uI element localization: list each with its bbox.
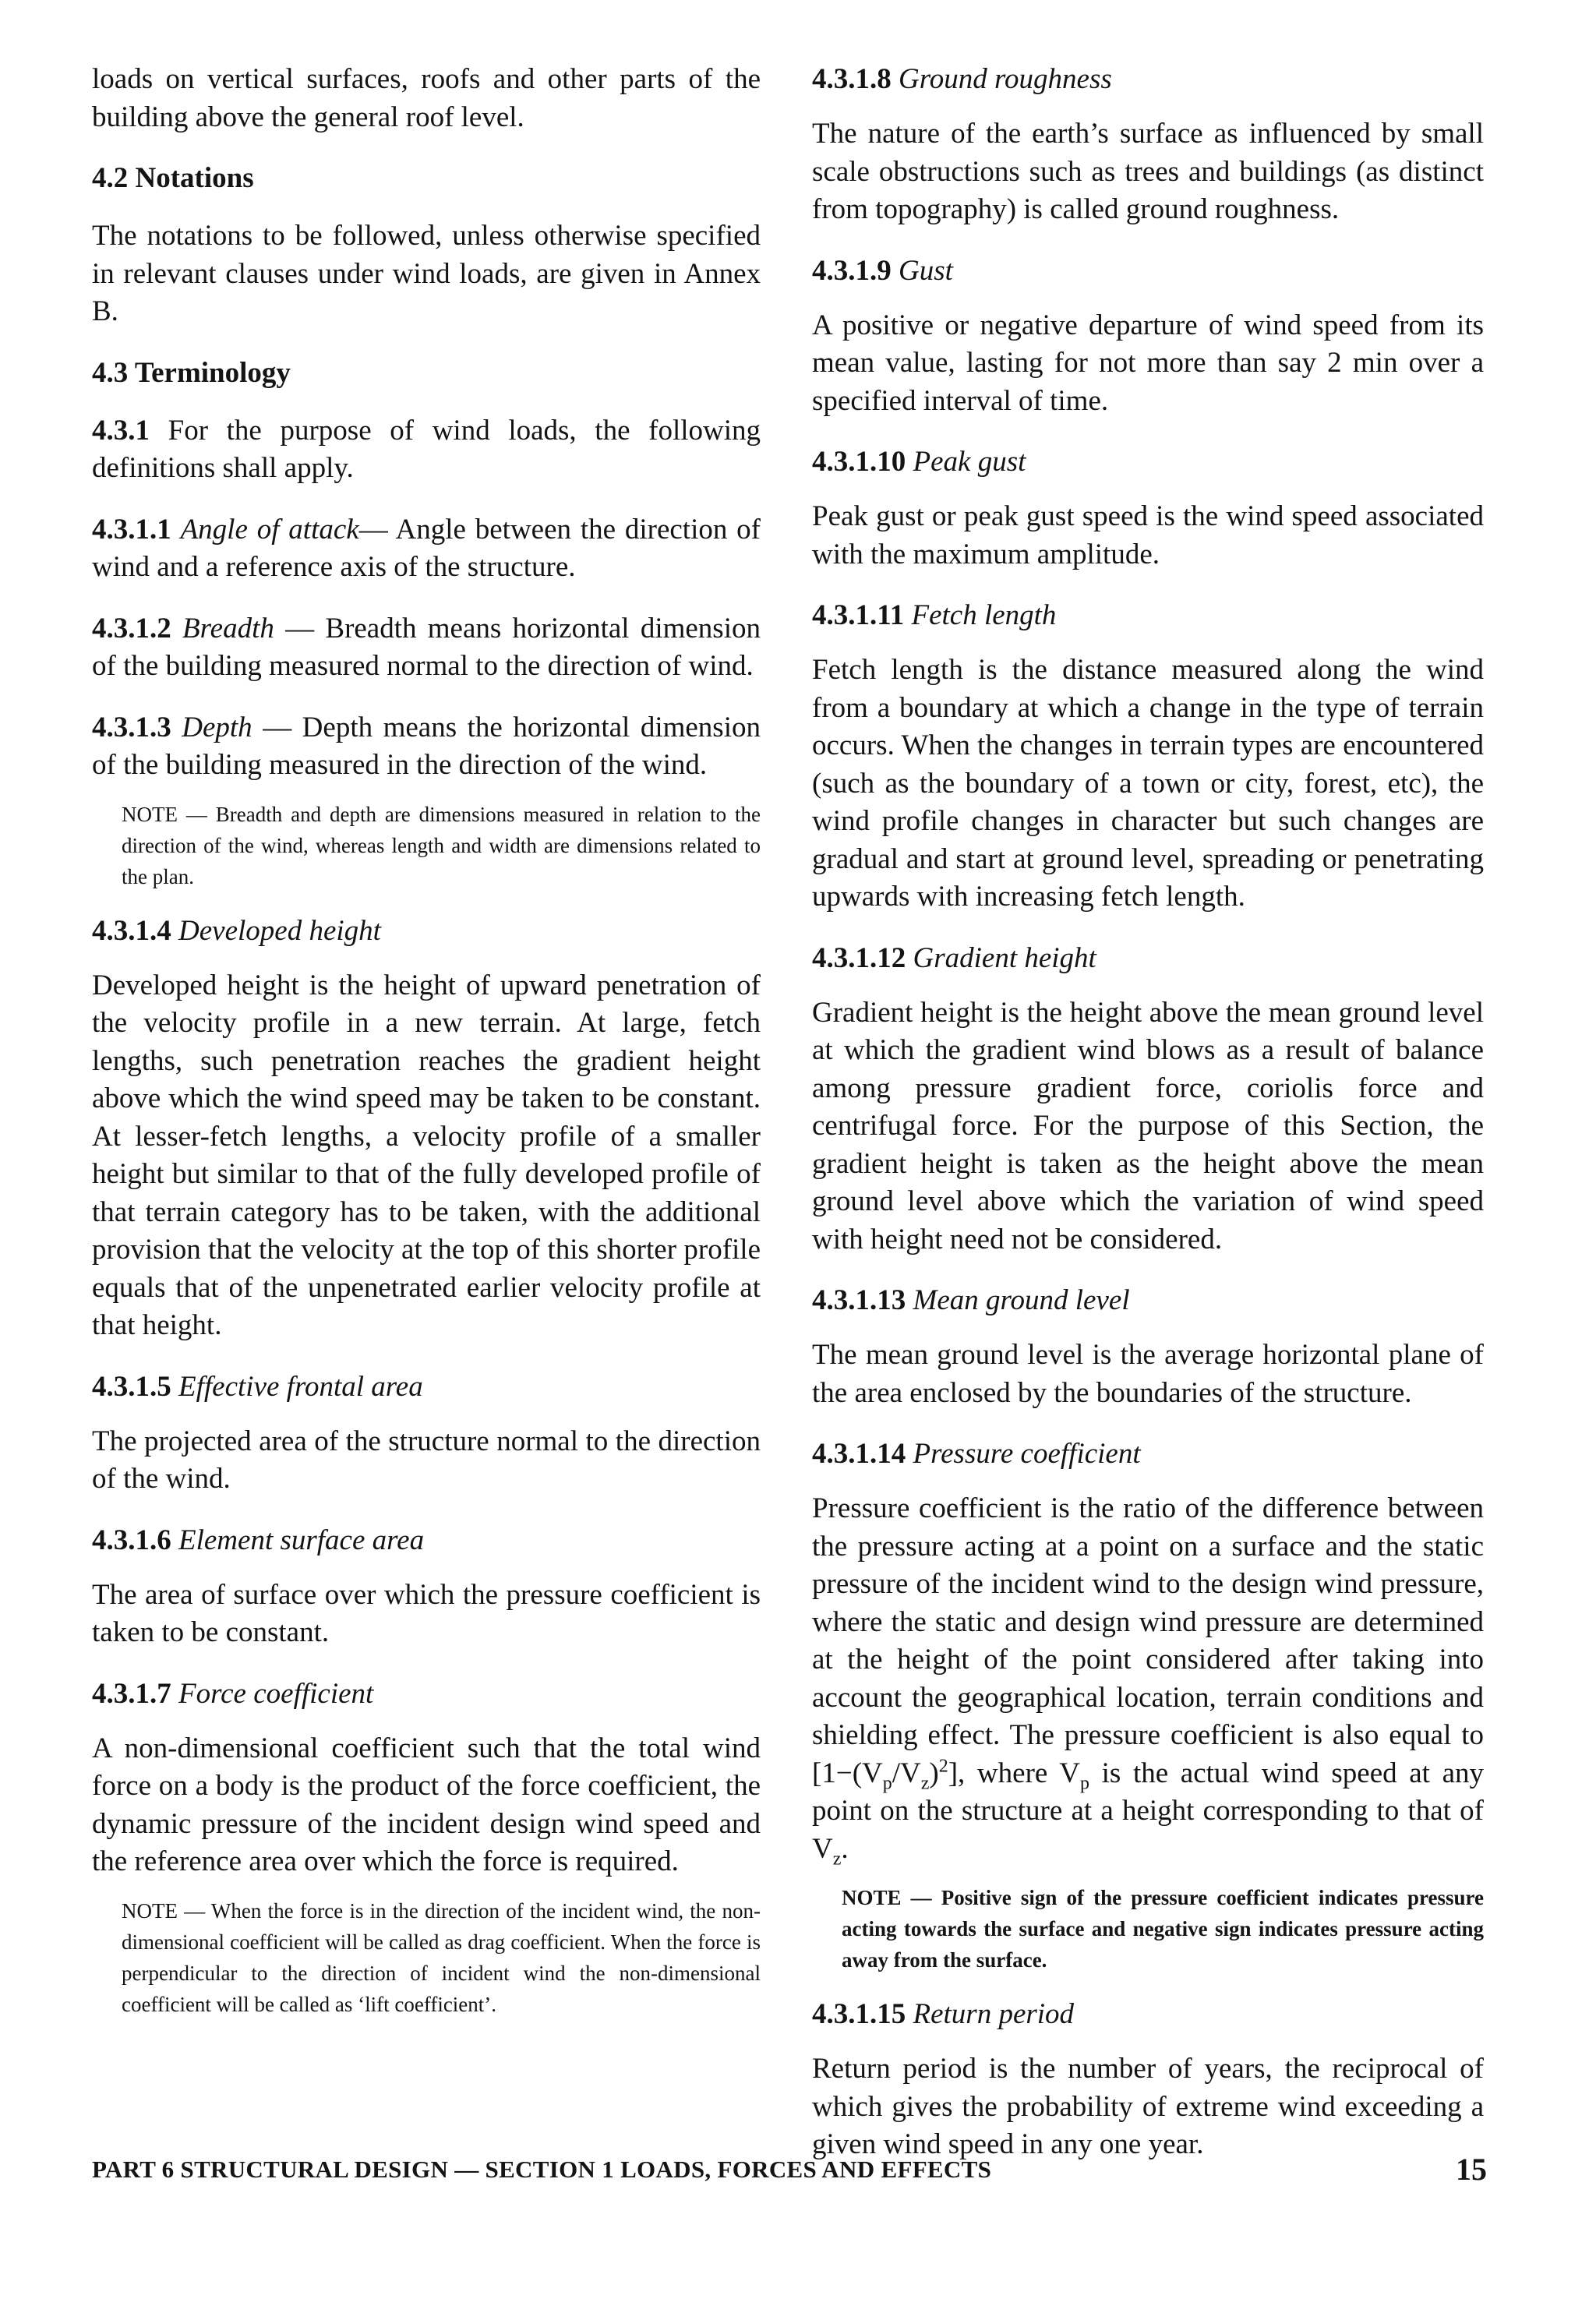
subscript-z: z bbox=[832, 1848, 842, 1869]
note-pressure-coefficient: NOTE — Positive sign of the pressure coefficient indicates pressure acting towards the surface and negative sign indicates pressure acting away from the surface. bbox=[842, 1886, 1484, 1972]
clause-text: For the purpose of wind loads, the following definitions shall apply. bbox=[92, 414, 761, 484]
definition-number: 4.3.1.7 bbox=[92, 1677, 171, 1710]
definition-number: 4.3.1.2 bbox=[92, 612, 171, 644]
definition-term: Depth bbox=[182, 711, 252, 743]
definition-term: Effective frontal area bbox=[178, 1370, 423, 1403]
note-breadth-depth: NOTE — Breadth and depth are dimensions measured in relation to the direction of the wind, whereas length and width are dimensions related to the plan. bbox=[122, 802, 761, 888]
definition-term: Peak gust bbox=[913, 446, 1026, 478]
definition-number: 4.3.1.8 bbox=[812, 63, 892, 95]
definition-text-mean-ground-level: The mean ground level is the average horizontal plane of the area enclosed by the boundaries of the structure. bbox=[812, 1339, 1484, 1409]
intro-text: loads on vertical surfaces, roofs and other parts of the building above the general roof level. bbox=[92, 63, 761, 133]
definition-heading-developed-height bbox=[92, 913, 761, 950]
definition-text-element-surface-area: The area of surface over which the pressure coefficient is taken to be constant. bbox=[92, 1578, 761, 1648]
right-column bbox=[812, 61, 1484, 2188]
clause-number: 4.3.1 bbox=[92, 414, 150, 447]
definition-heading-force-coefficient bbox=[92, 1676, 761, 1713]
section-4-2-text: The notations to be followed, unless otherwise specified in relevant clauses under wind loads, are given in Annex B. bbox=[92, 220, 761, 327]
definition-depth bbox=[92, 709, 761, 785]
definition-term: Gust bbox=[899, 254, 953, 287]
definition-text: — Angle between the direction of wind and a reference axis of the structure. bbox=[92, 513, 761, 583]
text-part: ) bbox=[929, 1757, 939, 1789]
page-number: 15 bbox=[1456, 2152, 1487, 2187]
definition-term: Force coefficient bbox=[178, 1677, 374, 1710]
definition-term: Mean ground level bbox=[913, 1284, 1130, 1316]
definition-term: Breadth bbox=[182, 612, 274, 644]
text-part: Pressure coefficient is the ratio of the difference between the pressure acting at a point on a surface and the static pressure of the incident wind to the design wind pressure, where the static and design wind pressure are determined at the height of the point considered after taking into account the geographical location, terrain conditions and shielding effect. The pressure coefficient is also equal to [1−(V bbox=[812, 1492, 1484, 1789]
definition-text-gradient-height: Gradient height is the height above the mean ground level at which the gradient wind blows as a result of balance among pressure gradient force, coriolis force and centrifugal force. For the purpose of this Section, the gradient height is taken as the height above the mean ground level above which the variation of wind speed with height need not be considered. bbox=[812, 996, 1484, 1255]
definition-number: 4.3.1.15 bbox=[812, 1998, 906, 2030]
text-part: is the actual wind speed at any point on the structure at a height corresponding to that of V bbox=[812, 1757, 1484, 1865]
note-force-coefficient: NOTE — When the force is in the direction of the incident wind, the non-dimensional coefficient will be called as drag coefficient. When the force is perpendicular to the direction of incident wind the non-dimensional coefficient will be called as ‘lift coefficient’. bbox=[122, 1898, 761, 2016]
definition-heading-gradient-height bbox=[812, 940, 1484, 977]
definition-number: 4.3.1.14 bbox=[812, 1438, 906, 1470]
definition-text-ground-roughness: The nature of the earth’s surface as influenced by small scale obstructions such as trees and buildings (as distinct from topography) is called ground roughness. bbox=[812, 118, 1484, 225]
subscript-p: p bbox=[882, 1772, 892, 1793]
definition-text-developed-height: Developed height is the height of upward penetration of the velocity profile in a new terrain. At large, fetch lengths, such penetration reaches the gradient height above which the wind speed may be taken to be constant. At lesser-fetch lengths, a velocity profile of a smaller height but similar to that of the fully developed profile of that terrain category has to be taken, with the additional provision that the velocity at the top of this shorter profile equals that of the unpenetrated earlier velocity profile at that height. bbox=[92, 969, 761, 1341]
definition-heading-fetch-length bbox=[812, 597, 1484, 634]
definition-number: 4.3.1.6 bbox=[92, 1524, 171, 1556]
definition-number: 4.3.1.1 bbox=[92, 513, 171, 546]
definition-number: 4.3.1.10 bbox=[812, 446, 906, 478]
section-4-3-title: 4.3 Terminology bbox=[92, 356, 291, 389]
definition-term: Gradient height bbox=[913, 941, 1096, 974]
definition-heading-mean-ground-level bbox=[812, 1282, 1484, 1319]
definition-term: Return period bbox=[913, 1998, 1075, 2030]
definition-number: 4.3.1.5 bbox=[92, 1370, 171, 1403]
definition-term: Developed height bbox=[178, 914, 381, 947]
definition-number: 4.3.1.4 bbox=[92, 914, 171, 947]
section-4-2-title: 4.2 Notations bbox=[92, 162, 254, 194]
definition-number: 4.3.1.9 bbox=[812, 254, 892, 287]
definition-term: Pressure coefficient bbox=[913, 1438, 1141, 1470]
definition-term: Angle of attack bbox=[180, 513, 359, 546]
definition-term: Fetch length bbox=[911, 599, 1057, 631]
definition-term: Ground roughness bbox=[899, 63, 1112, 95]
definition-number: 4.3.1.3 bbox=[92, 711, 171, 743]
definition-heading-peak-gust bbox=[812, 443, 1484, 481]
definition-text-force-coefficient: A non-dimensional coefficient such that the total wind force on a body is the product of the force coefficient, the dynamic pressure of the incident design wind speed and the reference area over which the force is required. bbox=[92, 1732, 761, 1877]
definition-breadth bbox=[92, 610, 761, 686]
subscript-p: p bbox=[1080, 1772, 1089, 1793]
text-part: /V bbox=[892, 1757, 921, 1789]
definition-text: — Depth means the horizontal dimension of the building measured in the direction of the wind. bbox=[92, 711, 761, 781]
page-footer bbox=[92, 2151, 1487, 2190]
definition-text-return-period: Return period is the number of years, the reciprocal of which gives the probability of extreme wind exceeding a given wind speed in any one year. bbox=[812, 2053, 1484, 2160]
definition-heading-ground-roughness bbox=[812, 61, 1484, 98]
definition-angle-of-attack bbox=[92, 511, 761, 587]
definition-heading-element-surface-area bbox=[92, 1522, 761, 1559]
subscript-z: z bbox=[920, 1772, 930, 1793]
definition-text-peak-gust: Peak gust or peak gust speed is the wind speed associated with the maximum amplitude. bbox=[812, 500, 1484, 570]
definition-text-fetch-length: Fetch length is the distance measured along the wind from a boundary at which a change in the type of terrain occurs. When the changes in terrain types are encountered (such as the boundary of a town or city, forest, etc), the wind profile changes in character but such changes are gradual and start at ground level, spreading or penetrating upwards with increasing fetch length. bbox=[812, 654, 1484, 913]
definition-heading-gust bbox=[812, 252, 1484, 290]
superscript-2: 2 bbox=[938, 1756, 948, 1777]
definition-heading-pressure-coefficient bbox=[812, 1435, 1484, 1473]
left-column bbox=[92, 61, 761, 2040]
definition-number: 4.3.1.11 bbox=[812, 599, 905, 631]
definition-number: 4.3.1.12 bbox=[812, 941, 906, 974]
text-part: ], where V bbox=[948, 1757, 1080, 1789]
definition-text: — Breadth means horizontal dimension of the building measured normal to the direction of wind. bbox=[92, 612, 761, 682]
footer-title: PART 6 STRUCTURAL DESIGN — SECTION 1 LOADS, FORCES AND EFFECTS bbox=[92, 2156, 992, 2183]
text-part: . bbox=[841, 1832, 849, 1865]
definition-heading-effective-frontal-area bbox=[92, 1368, 761, 1406]
definition-heading-return-period bbox=[812, 1996, 1484, 2033]
definition-text-effective-frontal-area: The projected area of the structure normal to the direction of the wind. bbox=[92, 1425, 761, 1495]
definition-text-gust: A positive or negative departure of wind speed from its mean value, lasting for not more than say 2 min over a specified interval of time. bbox=[812, 309, 1484, 417]
definition-number: 4.3.1.13 bbox=[812, 1284, 906, 1316]
definition-term: Element surface area bbox=[178, 1524, 425, 1556]
clause-4-3-1 bbox=[92, 412, 761, 488]
definition-text-pressure-coefficient bbox=[812, 1490, 1484, 1868]
